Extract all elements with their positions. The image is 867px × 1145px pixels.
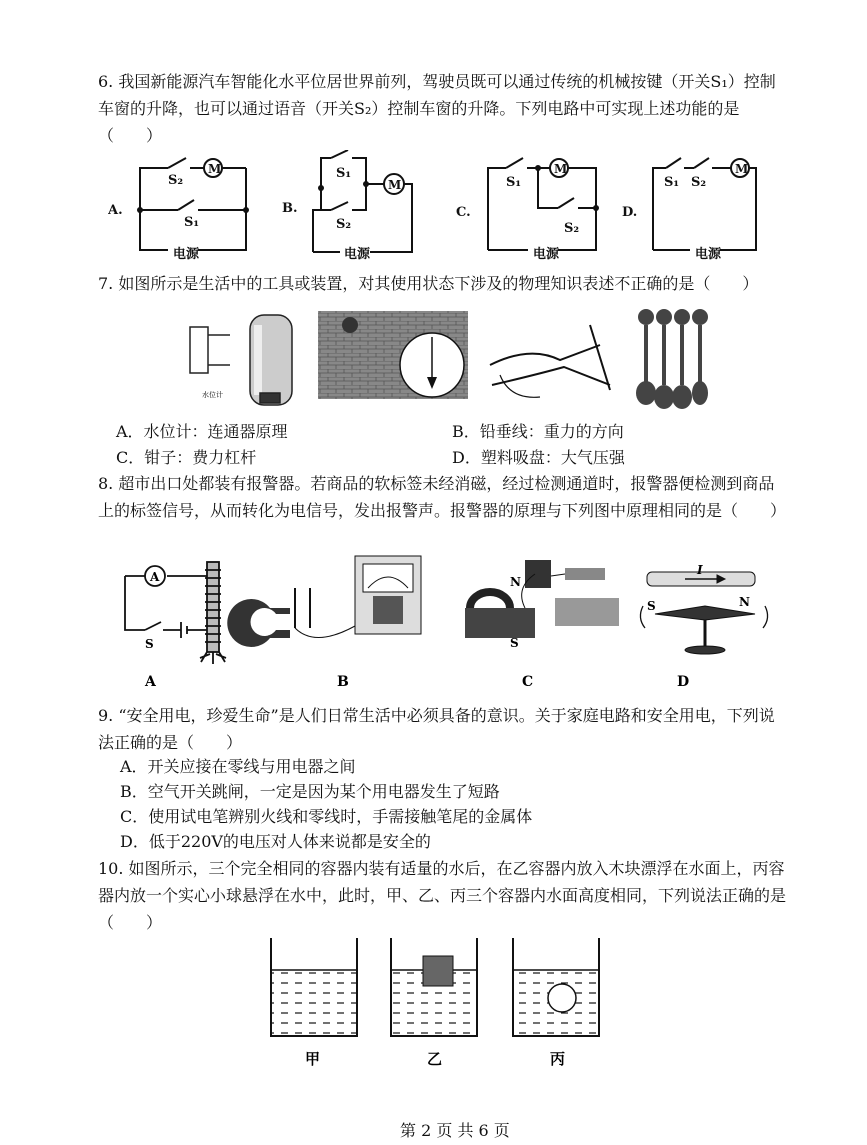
s1-label: S₁ — [664, 175, 680, 190]
question-6: 6. 我国新能源汽车智能化水平位居世界前列，驾驶员既可以通过传统的机械按键（开关S₁）控制车窗的升降，也可以通过语音（开关S₂）控制车窗的升降。下列电路中可实现上述功能的是（ ） — [98, 72, 776, 145]
s1-label: S₁ — [506, 175, 522, 190]
question-10: 10. 如图所示，三个完全相同的容器内装有适量的水后，在乙容器内放入木块漂浮在水面上，丙容器内放一个实心小球悬浮在水中，此时，甲、乙、丙三个容器内水面高度相同，下列说法正确的是（ ） — [98, 859, 787, 932]
q7-option-b[interactable]: B．铅垂线：重力的方向 — [452, 422, 624, 441]
switch-label: S — [145, 637, 154, 651]
q8-images — [115, 548, 775, 693]
ammeter-label: A — [150, 570, 160, 584]
motor-label: M — [208, 162, 222, 176]
q7-option-d[interactable]: D．塑料吸盘：大气压强 — [452, 448, 625, 467]
q8-label-a: A — [145, 674, 156, 690]
wood-block — [423, 956, 453, 986]
south-pole-label: S — [647, 599, 656, 613]
q9-option-d[interactable]: D．低于220V的电压对人体来说都是安全的 — [120, 832, 431, 851]
q9-option-c[interactable]: C．使用试电笔辨别火线和零线时，手需接触笔尾的金属体 — [120, 807, 533, 826]
question-7: 7. 如图所示是生活中的工具或装置，对其使用状态下涉及的物理知识表述不正确的是（ ） — [98, 274, 759, 293]
option-b-label: B. — [282, 201, 298, 216]
north-label: N — [510, 575, 521, 589]
plumb-line-icon — [318, 311, 468, 399]
oersted-experiment-icon — [640, 572, 767, 654]
galvanometer-icon — [227, 556, 421, 647]
source-label: 电源 — [533, 247, 560, 262]
north-pole-label: N — [739, 595, 750, 609]
s1-label: S₁ — [184, 215, 200, 230]
q10-containers — [265, 938, 615, 1073]
q7-option-a[interactable]: A．水位计：连通器原理 — [116, 422, 288, 441]
motor-label: M — [388, 178, 402, 192]
option-d-label: D. — [622, 205, 638, 220]
suction-cup-icon — [636, 309, 708, 409]
source-label: 电源 — [695, 247, 722, 262]
q8-label-b: B — [337, 674, 349, 690]
s2-label: S₂ — [168, 173, 184, 188]
q9-option-a[interactable]: A．开关应接在零线与用电器之间 — [120, 757, 356, 776]
question-8: 8. 超市出口处都装有报警器。若商品的软标签未经消磁，经过检测通道时，报警器便检测到商品上的标签信号，从而转化为电信号，发出报警声。报警器的原理与下列图中原理相同的是（ ） — [98, 474, 787, 520]
s2-label: S₂ — [691, 175, 707, 190]
option-a-label: A. — [108, 203, 123, 218]
water-gauge-note: 水位计 — [202, 391, 223, 399]
option-c-label: C. — [456, 205, 471, 220]
q7-option-c[interactable]: C．钳子：费力杠杆 — [116, 448, 257, 467]
q8-label-d: D — [677, 674, 690, 690]
q6-circuits — [108, 150, 768, 268]
label-jia: 甲 — [305, 1050, 321, 1068]
q7-images — [180, 305, 720, 417]
motor-experiment-icon — [465, 560, 619, 638]
q8-label-c: C — [522, 674, 534, 690]
solid-ball — [548, 984, 576, 1012]
current-label: I — [697, 563, 703, 577]
motor-label: M — [735, 162, 749, 176]
page-footer: 第 2 页 共 6 页 — [400, 1121, 510, 1140]
motor-label: M — [554, 162, 568, 176]
s2-label: S₂ — [564, 221, 580, 236]
pliers-icon — [490, 325, 610, 397]
label-bing: 丙 — [550, 1050, 566, 1068]
q9-option-b[interactable]: B．空气开关跳闸，一定是因为某个用电器发生了短路 — [120, 782, 500, 801]
source-label: 电源 — [344, 247, 371, 262]
s2-label: S₂ — [336, 217, 352, 232]
south-label: S — [510, 636, 519, 650]
s1-label: S₁ — [336, 166, 352, 181]
question-9: 9. “安全用电，珍爱生命”是人们日常生活中必须具备的意识。关于家庭电路和安全用电，下列说法正确的是（ ） — [98, 706, 775, 752]
label-yi: 乙 — [427, 1050, 443, 1068]
source-label: 电源 — [173, 247, 200, 262]
